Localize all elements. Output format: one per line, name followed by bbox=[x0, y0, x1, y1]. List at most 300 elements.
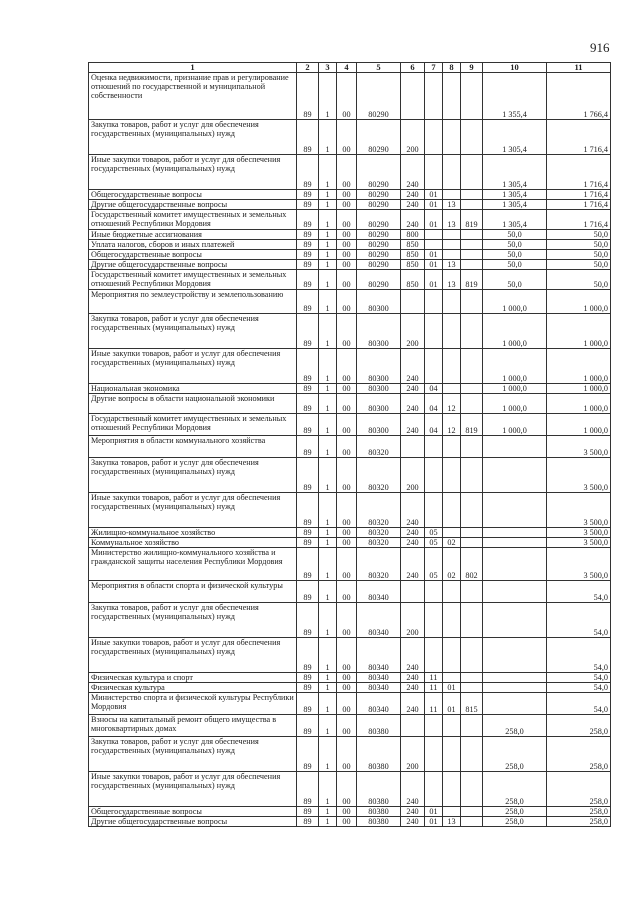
cell-c8 bbox=[443, 73, 461, 120]
cell-c10: 1 305,4 bbox=[483, 120, 547, 155]
cell-c2: 89 bbox=[297, 210, 319, 230]
cell-c4: 00 bbox=[337, 528, 357, 538]
cell-c7: 04 bbox=[425, 414, 443, 436]
cell-c11: 3 500,0 bbox=[547, 538, 611, 548]
cell-c8 bbox=[443, 638, 461, 673]
cell-c7: 05 bbox=[425, 528, 443, 538]
cell-c6: 850 bbox=[401, 260, 425, 270]
cell-c4: 00 bbox=[337, 548, 357, 581]
cell-c2: 89 bbox=[297, 414, 319, 436]
cell-c4: 00 bbox=[337, 250, 357, 260]
cell-c8: 13 bbox=[443, 200, 461, 210]
cell-c8 bbox=[443, 528, 461, 538]
cell-c11: 1 766,4 bbox=[547, 73, 611, 120]
cell-c7 bbox=[425, 603, 443, 638]
cell-c5: 80340 bbox=[357, 693, 401, 715]
cell-c9 bbox=[461, 772, 483, 807]
cell-c8 bbox=[443, 581, 461, 603]
cell-c5: 80380 bbox=[357, 737, 401, 772]
cell-c10 bbox=[483, 673, 547, 683]
cell-c11: 1 000,0 bbox=[547, 414, 611, 436]
cell-c6: 200 bbox=[401, 314, 425, 349]
cell-c4: 00 bbox=[337, 693, 357, 715]
cell-c8 bbox=[443, 772, 461, 807]
cell-c4: 00 bbox=[337, 493, 357, 528]
cell-c8 bbox=[443, 155, 461, 190]
cell-c3: 1 bbox=[319, 673, 337, 683]
cell-c5: 80300 bbox=[357, 394, 401, 414]
cell-c9: 819 bbox=[461, 270, 483, 290]
cell-c10: 50,0 bbox=[483, 270, 547, 290]
table-row bbox=[89, 638, 611, 673]
table-row bbox=[89, 120, 611, 155]
cell-c4: 00 bbox=[337, 384, 357, 394]
cell-c2: 89 bbox=[297, 458, 319, 493]
cell-c2: 89 bbox=[297, 384, 319, 394]
cell-c8 bbox=[443, 250, 461, 260]
cell-c2: 89 bbox=[297, 581, 319, 603]
cell-c7 bbox=[425, 772, 443, 807]
row-label: Государственный комитет имущественных и земельных отношений Республики Мордовия bbox=[89, 210, 297, 230]
table-row bbox=[89, 493, 611, 528]
cell-c3: 1 bbox=[319, 807, 337, 817]
cell-c9 bbox=[461, 436, 483, 458]
cell-c8 bbox=[443, 314, 461, 349]
cell-c6: 240 bbox=[401, 210, 425, 230]
column-header: 5 bbox=[357, 63, 401, 73]
cell-c11: 54,0 bbox=[547, 673, 611, 683]
row-label: Закупка товаров, работ и услуг для обеспечения государственных (муниципальных) нужд bbox=[89, 120, 297, 155]
cell-c11: 50,0 bbox=[547, 250, 611, 260]
cell-c5: 80290 bbox=[357, 230, 401, 240]
cell-c9 bbox=[461, 240, 483, 250]
cell-c10 bbox=[483, 581, 547, 603]
cell-c4: 00 bbox=[337, 155, 357, 190]
table-row bbox=[89, 683, 611, 693]
row-label: Иные закупки товаров, работ и услуг для обеспечения государственных (муниципальных) нужд bbox=[89, 155, 297, 190]
cell-c10: 258,0 bbox=[483, 737, 547, 772]
cell-c9 bbox=[461, 250, 483, 260]
row-label: Другие общегосударственные вопросы bbox=[89, 200, 297, 210]
table-row bbox=[89, 772, 611, 807]
cell-c3: 1 bbox=[319, 349, 337, 384]
cell-c7: 01 bbox=[425, 190, 443, 200]
cell-c4: 00 bbox=[337, 260, 357, 270]
cell-c2: 89 bbox=[297, 807, 319, 817]
cell-c6: 200 bbox=[401, 737, 425, 772]
cell-c11: 50,0 bbox=[547, 240, 611, 250]
cell-c11: 1 716,4 bbox=[547, 210, 611, 230]
cell-c2: 89 bbox=[297, 772, 319, 807]
cell-c5: 80300 bbox=[357, 290, 401, 314]
cell-c11: 3 500,0 bbox=[547, 436, 611, 458]
table-row bbox=[89, 394, 611, 414]
cell-c3: 1 bbox=[319, 538, 337, 548]
cell-c8 bbox=[443, 493, 461, 528]
cell-c7 bbox=[425, 73, 443, 120]
cell-c10 bbox=[483, 683, 547, 693]
cell-c8: 13 bbox=[443, 270, 461, 290]
cell-c9: 819 bbox=[461, 210, 483, 230]
cell-c7 bbox=[425, 240, 443, 250]
cell-c4: 00 bbox=[337, 270, 357, 290]
table-row bbox=[89, 250, 611, 260]
cell-c5: 80320 bbox=[357, 538, 401, 548]
cell-c3: 1 bbox=[319, 210, 337, 230]
cell-c7: 01 bbox=[425, 817, 443, 827]
cell-c7 bbox=[425, 314, 443, 349]
cell-c7: 01 bbox=[425, 807, 443, 817]
cell-c11: 50,0 bbox=[547, 230, 611, 240]
cell-c3: 1 bbox=[319, 528, 337, 538]
cell-c3: 1 bbox=[319, 230, 337, 240]
cell-c7: 01 bbox=[425, 250, 443, 260]
cell-c9 bbox=[461, 528, 483, 538]
cell-c4: 00 bbox=[337, 603, 357, 638]
cell-c8: 13 bbox=[443, 210, 461, 230]
cell-c4: 00 bbox=[337, 314, 357, 349]
cell-c9 bbox=[461, 737, 483, 772]
cell-c9 bbox=[461, 683, 483, 693]
cell-c8 bbox=[443, 349, 461, 384]
cell-c8: 13 bbox=[443, 817, 461, 827]
cell-c11: 50,0 bbox=[547, 270, 611, 290]
cell-c5: 80300 bbox=[357, 384, 401, 394]
cell-c11: 54,0 bbox=[547, 683, 611, 693]
cell-c3: 1 bbox=[319, 73, 337, 120]
cell-c8 bbox=[443, 603, 461, 638]
cell-c9 bbox=[461, 458, 483, 493]
cell-c10: 258,0 bbox=[483, 807, 547, 817]
row-label: Другие общегосударственные вопросы bbox=[89, 817, 297, 827]
cell-c3: 1 bbox=[319, 155, 337, 190]
cell-c4: 00 bbox=[337, 210, 357, 230]
table-row bbox=[89, 528, 611, 538]
row-label: Национальная экономика bbox=[89, 384, 297, 394]
table-row bbox=[89, 230, 611, 240]
cell-c6: 240 bbox=[401, 384, 425, 394]
cell-c6: 240 bbox=[401, 349, 425, 384]
table-row bbox=[89, 384, 611, 394]
table-row bbox=[89, 200, 611, 210]
cell-c7 bbox=[425, 230, 443, 240]
cell-c11: 1 716,4 bbox=[547, 155, 611, 190]
cell-c2: 89 bbox=[297, 200, 319, 210]
cell-c6: 240 bbox=[401, 200, 425, 210]
cell-c11: 54,0 bbox=[547, 581, 611, 603]
cell-c4: 00 bbox=[337, 638, 357, 673]
cell-c10 bbox=[483, 493, 547, 528]
budget-table bbox=[88, 62, 611, 827]
row-label: Мероприятия в области коммунального хозяйства bbox=[89, 436, 297, 458]
cell-c2: 89 bbox=[297, 683, 319, 693]
cell-c3: 1 bbox=[319, 737, 337, 772]
cell-c3: 1 bbox=[319, 240, 337, 250]
cell-c2: 89 bbox=[297, 715, 319, 737]
cell-c4: 00 bbox=[337, 772, 357, 807]
cell-c5: 80320 bbox=[357, 548, 401, 581]
table-row bbox=[89, 290, 611, 314]
cell-c3: 1 bbox=[319, 581, 337, 603]
cell-c5: 80340 bbox=[357, 638, 401, 673]
cell-c9 bbox=[461, 230, 483, 240]
cell-c10: 1 305,4 bbox=[483, 190, 547, 200]
cell-c2: 89 bbox=[297, 314, 319, 349]
cell-c6: 240 bbox=[401, 638, 425, 673]
column-header: 2 bbox=[297, 63, 319, 73]
cell-c11: 54,0 bbox=[547, 693, 611, 715]
row-label: Государственный комитет имущественных и земельных отношений Республики Мордовия bbox=[89, 270, 297, 290]
cell-c8 bbox=[443, 436, 461, 458]
cell-c6: 240 bbox=[401, 190, 425, 200]
cell-c5: 80320 bbox=[357, 458, 401, 493]
cell-c7 bbox=[425, 290, 443, 314]
cell-c10 bbox=[483, 638, 547, 673]
cell-c4: 00 bbox=[337, 414, 357, 436]
cell-c7: 05 bbox=[425, 548, 443, 581]
cell-c5: 80290 bbox=[357, 120, 401, 155]
cell-c3: 1 bbox=[319, 414, 337, 436]
cell-c9 bbox=[461, 673, 483, 683]
column-header: 9 bbox=[461, 63, 483, 73]
row-label: Иные закупки товаров, работ и услуг для обеспечения государственных (муниципальных) нужд bbox=[89, 772, 297, 807]
cell-c7 bbox=[425, 581, 443, 603]
cell-c4: 00 bbox=[337, 436, 357, 458]
cell-c4: 00 bbox=[337, 538, 357, 548]
cell-c11: 54,0 bbox=[547, 638, 611, 673]
cell-c9: 819 bbox=[461, 414, 483, 436]
column-header: 7 bbox=[425, 63, 443, 73]
cell-c2: 89 bbox=[297, 737, 319, 772]
table-row bbox=[89, 414, 611, 436]
cell-c8: 02 bbox=[443, 548, 461, 581]
cell-c8 bbox=[443, 240, 461, 250]
table-body bbox=[89, 73, 611, 827]
cell-c3: 1 bbox=[319, 436, 337, 458]
cell-c2: 89 bbox=[297, 538, 319, 548]
cell-c9 bbox=[461, 394, 483, 414]
table-row bbox=[89, 548, 611, 581]
row-label: Закупка товаров, работ и услуг для обеспечения государственных (муниципальных) нужд bbox=[89, 314, 297, 349]
cell-c7: 01 bbox=[425, 210, 443, 230]
cell-c4: 00 bbox=[337, 230, 357, 240]
cell-c11: 1 716,4 bbox=[547, 190, 611, 200]
row-label: Мероприятия в области спорта и физической культуры bbox=[89, 581, 297, 603]
cell-c8: 02 bbox=[443, 538, 461, 548]
cell-c5: 80340 bbox=[357, 673, 401, 683]
cell-c11: 3 500,0 bbox=[547, 458, 611, 493]
row-label: Министерство спорта и физической культуры Республики Мордовия bbox=[89, 693, 297, 715]
cell-c5: 80290 bbox=[357, 155, 401, 190]
cell-c9 bbox=[461, 260, 483, 270]
cell-c4: 00 bbox=[337, 120, 357, 155]
table-row bbox=[89, 436, 611, 458]
cell-c9 bbox=[461, 290, 483, 314]
cell-c6 bbox=[401, 581, 425, 603]
column-header: 8 bbox=[443, 63, 461, 73]
cell-c6: 850 bbox=[401, 250, 425, 260]
cell-c2: 89 bbox=[297, 155, 319, 190]
column-header: 11 bbox=[547, 63, 611, 73]
row-label: Иные закупки товаров, работ и услуг для обеспечения государственных (муниципальных) нужд bbox=[89, 349, 297, 384]
cell-c7 bbox=[425, 436, 443, 458]
cell-c10 bbox=[483, 436, 547, 458]
cell-c9 bbox=[461, 817, 483, 827]
table-row bbox=[89, 603, 611, 638]
cell-c7: 05 bbox=[425, 538, 443, 548]
cell-c11: 1 716,4 bbox=[547, 200, 611, 210]
cell-c2: 89 bbox=[297, 394, 319, 414]
cell-c7 bbox=[425, 493, 443, 528]
cell-c9 bbox=[461, 638, 483, 673]
cell-c11: 258,0 bbox=[547, 817, 611, 827]
cell-c4: 00 bbox=[337, 190, 357, 200]
row-label: Иные бюджетные ассигнования bbox=[89, 230, 297, 240]
row-label: Другие общегосударственные вопросы bbox=[89, 260, 297, 270]
cell-c9 bbox=[461, 190, 483, 200]
cell-c8 bbox=[443, 737, 461, 772]
cell-c10: 1 000,0 bbox=[483, 414, 547, 436]
row-label: Государственный комитет имущественных и земельных отношений Республики Мордовия bbox=[89, 414, 297, 436]
cell-c4: 00 bbox=[337, 73, 357, 120]
cell-c7: 01 bbox=[425, 260, 443, 270]
cell-c5: 80380 bbox=[357, 772, 401, 807]
cell-c4: 00 bbox=[337, 817, 357, 827]
cell-c11: 1 000,0 bbox=[547, 314, 611, 349]
row-label: Физическая культура и спорт bbox=[89, 673, 297, 683]
cell-c4: 00 bbox=[337, 394, 357, 414]
column-header: 1 bbox=[89, 63, 297, 73]
cell-c5: 80290 bbox=[357, 210, 401, 230]
cell-c6: 240 bbox=[401, 817, 425, 827]
table-row bbox=[89, 673, 611, 683]
cell-c9 bbox=[461, 603, 483, 638]
cell-c10: 50,0 bbox=[483, 250, 547, 260]
cell-c10 bbox=[483, 693, 547, 715]
cell-c6: 240 bbox=[401, 155, 425, 190]
cell-c8 bbox=[443, 290, 461, 314]
cell-c8 bbox=[443, 458, 461, 493]
cell-c3: 1 bbox=[319, 638, 337, 673]
cell-c5: 80300 bbox=[357, 314, 401, 349]
cell-c9 bbox=[461, 493, 483, 528]
cell-c2: 89 bbox=[297, 270, 319, 290]
cell-c5: 80290 bbox=[357, 73, 401, 120]
cell-c6: 240 bbox=[401, 538, 425, 548]
table-row bbox=[89, 693, 611, 715]
table-row bbox=[89, 458, 611, 493]
cell-c9 bbox=[461, 120, 483, 155]
cell-c9 bbox=[461, 155, 483, 190]
cell-c6 bbox=[401, 290, 425, 314]
cell-c10 bbox=[483, 538, 547, 548]
cell-c3: 1 bbox=[319, 715, 337, 737]
cell-c10: 1 000,0 bbox=[483, 290, 547, 314]
cell-c5: 80290 bbox=[357, 200, 401, 210]
cell-c10: 50,0 bbox=[483, 260, 547, 270]
cell-c6: 240 bbox=[401, 528, 425, 538]
cell-c7: 11 bbox=[425, 683, 443, 693]
cell-c9 bbox=[461, 807, 483, 817]
cell-c5: 80290 bbox=[357, 190, 401, 200]
cell-c11: 1 000,0 bbox=[547, 384, 611, 394]
row-label: Мероприятия по землеустройству и землепользованию bbox=[89, 290, 297, 314]
cell-c5: 80300 bbox=[357, 349, 401, 384]
cell-c4: 00 bbox=[337, 240, 357, 250]
cell-c7 bbox=[425, 638, 443, 673]
cell-c9 bbox=[461, 538, 483, 548]
cell-c7: 01 bbox=[425, 270, 443, 290]
column-header: 10 bbox=[483, 63, 547, 73]
cell-c4: 00 bbox=[337, 715, 357, 737]
cell-c6: 200 bbox=[401, 458, 425, 493]
cell-c6: 240 bbox=[401, 394, 425, 414]
table-row bbox=[89, 270, 611, 290]
row-label: Оценка недвижимости, признание прав и регулирование отношений по государственной и муниципальной собственности bbox=[89, 73, 297, 120]
cell-c2: 89 bbox=[297, 638, 319, 673]
cell-c10: 1 000,0 bbox=[483, 394, 547, 414]
cell-c3: 1 bbox=[319, 190, 337, 200]
cell-c3: 1 bbox=[319, 260, 337, 270]
cell-c2: 89 bbox=[297, 817, 319, 827]
table-row bbox=[89, 210, 611, 230]
cell-c10: 1 305,4 bbox=[483, 155, 547, 190]
cell-c11: 54,0 bbox=[547, 603, 611, 638]
cell-c10 bbox=[483, 458, 547, 493]
cell-c2: 89 bbox=[297, 693, 319, 715]
cell-c10: 1 355,4 bbox=[483, 73, 547, 120]
row-label: Министерство жилищно-коммунального хозяйства и гражданской защиты населения Республики Мордовия bbox=[89, 548, 297, 581]
row-label: Закупка товаров, работ и услуг для обеспечения государственных (муниципальных) нужд bbox=[89, 458, 297, 493]
cell-c7 bbox=[425, 120, 443, 155]
table-row bbox=[89, 260, 611, 270]
cell-c3: 1 bbox=[319, 548, 337, 581]
table-row bbox=[89, 737, 611, 772]
cell-c5: 80320 bbox=[357, 436, 401, 458]
cell-c8: 12 bbox=[443, 414, 461, 436]
cell-c7 bbox=[425, 349, 443, 384]
column-header: 4 bbox=[337, 63, 357, 73]
cell-c7: 11 bbox=[425, 693, 443, 715]
page-number: 916 bbox=[590, 40, 610, 55]
row-label: Иные закупки товаров, работ и услуг для обеспечения государственных (муниципальных) нужд bbox=[89, 493, 297, 528]
cell-c10: 258,0 bbox=[483, 817, 547, 827]
cell-c9 bbox=[461, 384, 483, 394]
cell-c3: 1 bbox=[319, 384, 337, 394]
cell-c5: 80380 bbox=[357, 715, 401, 737]
cell-c2: 89 bbox=[297, 230, 319, 240]
table-row bbox=[89, 73, 611, 120]
column-header: 6 bbox=[401, 63, 425, 73]
cell-c10: 1 000,0 bbox=[483, 384, 547, 394]
row-label: Иные закупки товаров, работ и услуг для обеспечения государственных (муниципальных) нужд bbox=[89, 638, 297, 673]
table-row bbox=[89, 538, 611, 548]
cell-c6: 850 bbox=[401, 270, 425, 290]
cell-c10: 258,0 bbox=[483, 772, 547, 807]
cell-c3: 1 bbox=[319, 458, 337, 493]
table-row bbox=[89, 807, 611, 817]
cell-c3: 1 bbox=[319, 290, 337, 314]
cell-c4: 00 bbox=[337, 458, 357, 493]
cell-c2: 89 bbox=[297, 349, 319, 384]
row-label: Закупка товаров, работ и услуг для обеспечения государственных (муниципальных) нужд bbox=[89, 603, 297, 638]
cell-c9 bbox=[461, 715, 483, 737]
cell-c11: 3 500,0 bbox=[547, 493, 611, 528]
cell-c2: 89 bbox=[297, 528, 319, 538]
cell-c2: 89 bbox=[297, 436, 319, 458]
cell-c11: 3 500,0 bbox=[547, 528, 611, 538]
header-row bbox=[89, 63, 611, 73]
